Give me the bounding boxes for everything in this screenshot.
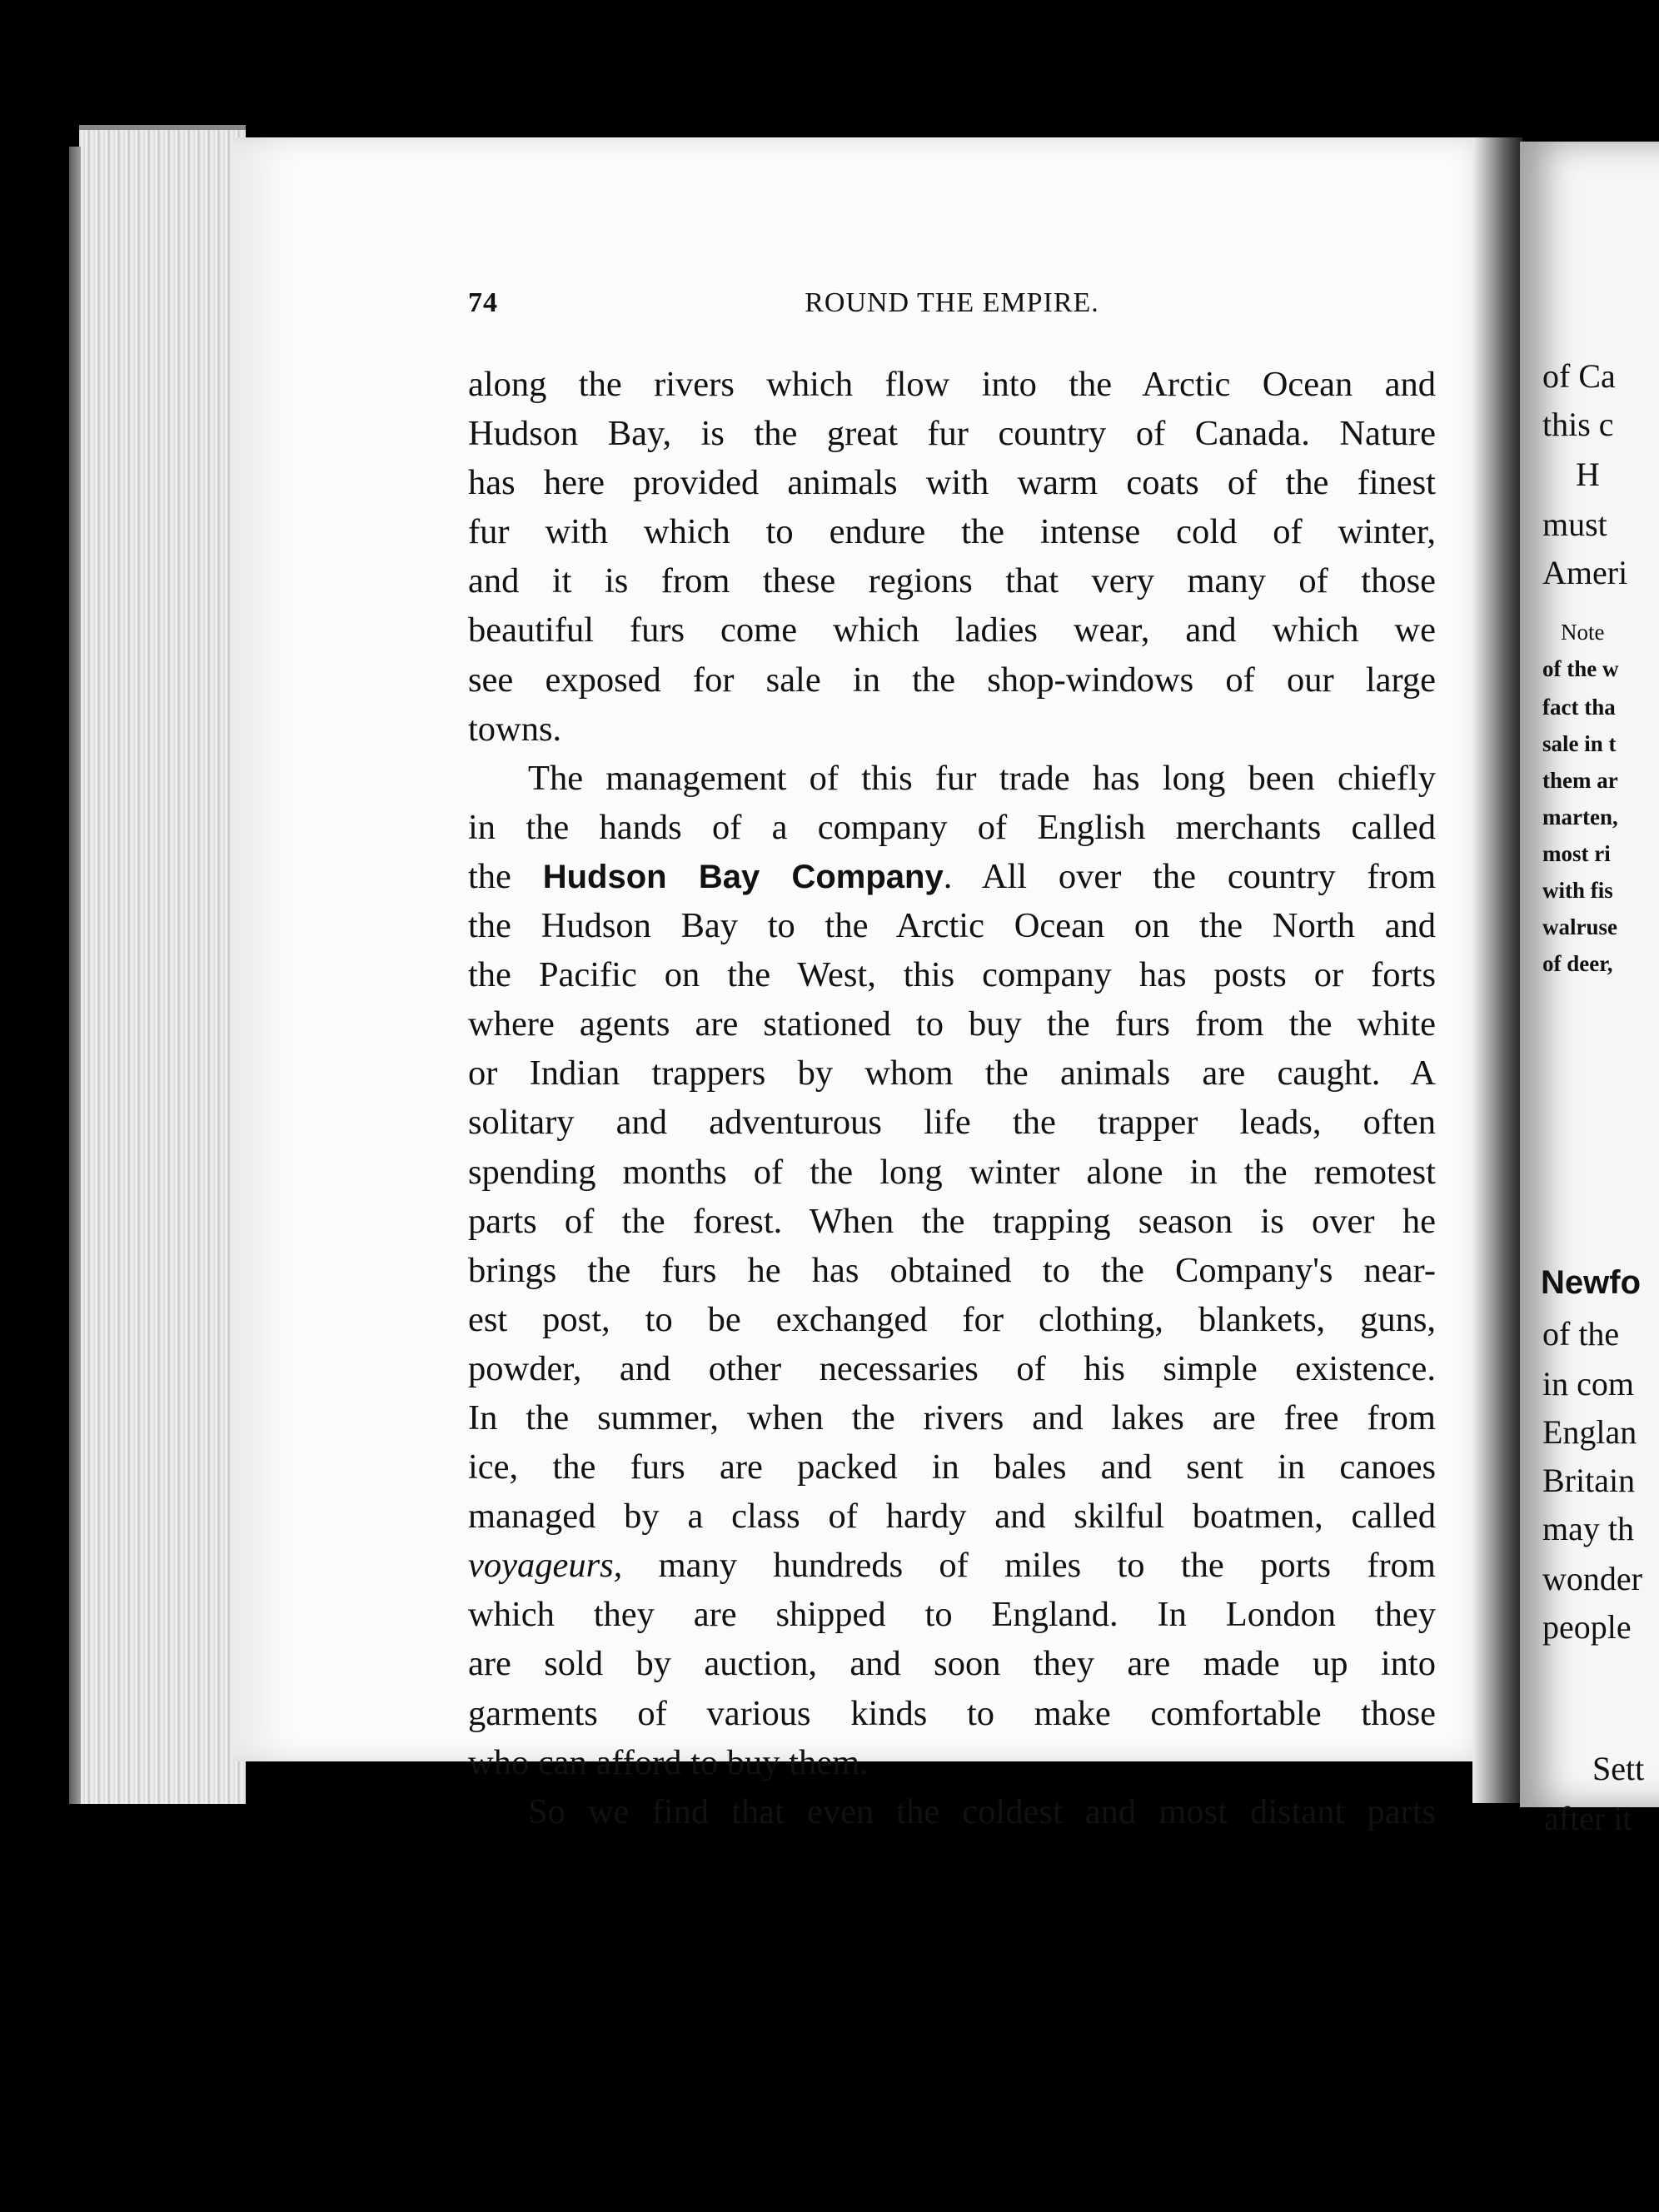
- facing-line: walruse: [1542, 914, 1617, 939]
- facing-line: with fis: [1542, 878, 1613, 903]
- facing-line: may th: [1542, 1510, 1634, 1547]
- facing-line: in com: [1542, 1365, 1634, 1402]
- paragraph: [468, 754, 1436, 1787]
- company-name-bold: Hudson Bay Company: [542, 858, 944, 895]
- text-run: . All over the country from: [943, 856, 1437, 896]
- text-line: The management of this fur trade has long been chiefly: [528, 758, 1436, 798]
- text-line: or Indian trappers by whom the animals are caught. A: [468, 1054, 1436, 1094]
- facing-line: marten,: [1542, 805, 1618, 830]
- text-run: many hundreds of miles to the ports from: [622, 1546, 1436, 1586]
- text-line: Hudson Bay, is the great fur country of Canada. Nature: [468, 414, 1436, 454]
- italic-term: voyageurs,: [468, 1546, 623, 1586]
- facing-line: Englan: [1542, 1413, 1637, 1451]
- text-line: who can afford to buy them.: [468, 1742, 869, 1782]
- facing-line: Ameri: [1542, 554, 1628, 591]
- page-edge-stack: [79, 125, 246, 1804]
- running-head: ROUND THE EMPIRE.: [805, 287, 1099, 318]
- text-line: where agents are stationed to buy the furs from the white: [468, 1004, 1436, 1044]
- page-number: 74: [468, 287, 498, 318]
- facing-line: Sett: [1592, 1750, 1645, 1787]
- facing-line: of the w: [1542, 656, 1619, 681]
- paragraph: [468, 1787, 1436, 1836]
- book-gutter: [1472, 137, 1522, 1803]
- text-line: and it is from these regions that very many of those: [468, 561, 1436, 601]
- facing-line: this c: [1542, 406, 1614, 443]
- text-line: has here provided animals with warm coats of the finest: [468, 463, 1436, 503]
- text-line: ice, the furs are packed in bales and sent in canoes: [468, 1447, 1436, 1487]
- text-line: So we find that even the coldest and most distant parts: [528, 1791, 1436, 1831]
- facing-line: of the: [1542, 1315, 1620, 1353]
- text-line: which they are shipped to England. In London they: [468, 1595, 1436, 1635]
- text-line: are sold by auction, and soon they are made up into: [468, 1644, 1436, 1684]
- text-line: the Pacific on the West, this company has posts or forts: [468, 955, 1436, 995]
- text-line: garments of various kinds to make comfortable those: [468, 1693, 1436, 1733]
- text-line: [468, 852, 1436, 901]
- text-line: brings the furs he has obtained to the Company's near-: [468, 1250, 1436, 1290]
- text-line: In the summer, when the rivers and lakes are free from: [468, 1397, 1436, 1437]
- text-line: est post, to be exchanged for clothing, blankets, guns,: [468, 1299, 1436, 1339]
- text-line: solitary and adventurous life the trapper leads, often: [468, 1103, 1436, 1143]
- text-line: see exposed for sale in the shop-windows of our large: [468, 660, 1436, 700]
- facing-line: of Ca: [1542, 357, 1616, 395]
- facing-line: of deer,: [1542, 951, 1613, 976]
- facing-line: people: [1542, 1608, 1632, 1646]
- text-line: managed by a class of hardy and skilful boatmen, called: [468, 1497, 1436, 1537]
- facing-line: Note: [1561, 620, 1605, 645]
- text-line: fur with which to endure the intense cold of winter,: [468, 512, 1436, 552]
- facing-line: them ar: [1542, 768, 1618, 793]
- text-line: [468, 1541, 1436, 1590]
- text-line: powder, and other necessaries of his simple existence.: [468, 1348, 1436, 1388]
- facing-line: H: [1576, 456, 1600, 493]
- facing-heading: Newfo: [1541, 1264, 1641, 1301]
- facing-line: wonder: [1542, 1560, 1642, 1597]
- facing-line: Britain: [1542, 1462, 1636, 1499]
- text-line: the Hudson Bay to the Arctic Ocean on the North and: [468, 906, 1436, 946]
- body-text: [468, 360, 1436, 1836]
- facing-line: most ri: [1542, 841, 1611, 866]
- facing-line: fact tha: [1542, 695, 1616, 720]
- facing-line: sale in t: [1542, 731, 1617, 756]
- text-line: along the rivers which flow into the Arctic Ocean and: [468, 365, 1436, 404]
- text-line: beautiful furs come which ladies wear, and which we: [468, 610, 1436, 650]
- facing-line: after it: [1544, 1800, 1632, 1837]
- text-line: parts of the forest. When the trapping season is over he: [468, 1201, 1436, 1241]
- text-line: spending months of the long winter alone in the remotest: [468, 1152, 1436, 1192]
- text-line: towns.: [468, 709, 562, 749]
- paragraph: [468, 360, 1436, 754]
- text-run: the: [468, 856, 543, 896]
- text-line: in the hands of a company of English merchants called: [468, 807, 1436, 847]
- facing-line: must: [1542, 506, 1607, 543]
